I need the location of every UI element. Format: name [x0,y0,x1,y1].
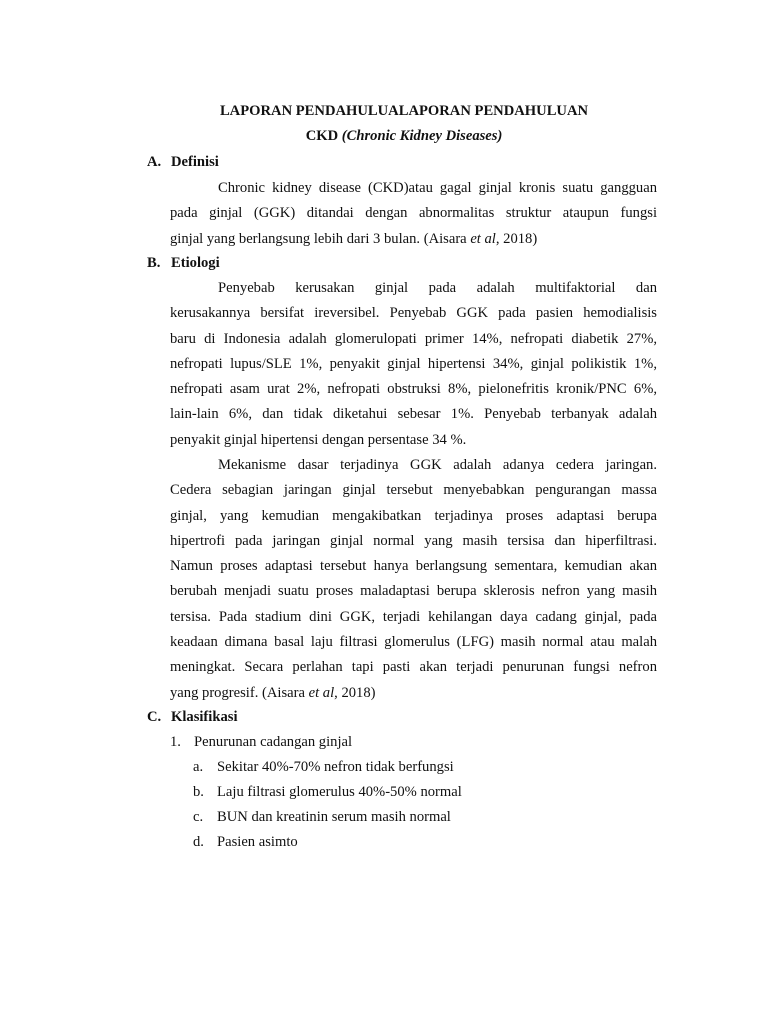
etiologi-p2-line-9: meningkat. Secara perlahan tapi pasti akan terjadi penurunan fungsi nefron [170,659,657,676]
etiologi-p2-line-3: ginjal, yang kemudian mengakibatkan terjadinya proses adaptasi berupa [170,507,657,524]
section-c-heading [147,709,238,726]
etiologi-paragraph-1 [170,276,657,453]
etiologi-p1-line-7: penyakit ginjal hipertensi dengan persentase 34 %. [170,431,467,448]
definisi-line-3-text: ginjal yang berlangsung lebih dari 3 bulan. (Aisara [170,230,471,247]
klasifikasi-sub-d [193,834,298,851]
definisi-line-2: pada ginjal (GGK) ditandai dengan abnormalitas struktur ataupun fungsi [170,205,657,222]
section-a-title: Definisi [171,154,219,170]
etiologi-p2-line-10 [170,681,657,706]
etiologi-p2-line-6: berubah menjadi suatu proses maladaptasi berupa sklerosis nefron yang masih [170,583,657,600]
section-a-heading [147,154,219,171]
etiologi-p2-line-5: Namun proses adaptasi tersebut hanya berlangsung sementara, kemudian akan [170,558,657,575]
sub-b-text: Laju filtrasi glomerulus 40%-50% normal [217,784,462,800]
definisi-paragraph [170,176,657,252]
definisi-line-3 [170,227,657,252]
etiologi-etal: et al [308,684,335,701]
definisi-year: , 2018) [495,230,538,247]
section-b-letter: B. [147,255,161,271]
klasifikasi-sub-c [193,809,451,826]
definisi-etal: et al [470,230,496,247]
section-b-heading [147,255,220,272]
etiologi-p1-line-3: baru di Indonesia adalah glomerulopati primer 14%, nefropati diabetik 27%, [170,330,657,347]
definisi-line-1: Chronic kidney disease (CKD)atau gagal ginjal kronis suatu gangguan [218,180,657,196]
sub-b-letter: b. [193,784,204,800]
klasifikasi-sub-b [193,784,462,801]
etiologi-p2-line-2: Cedera sebagian jaringan ginjal tersebut menyebabkan pengurangan massa [170,482,657,499]
etiologi-p2-line-7: tersisa. Pada stadium dini GGK, terjadi kehilangan daya cadang ginjal, pada [170,608,657,625]
item-1-text: Penurunan cadangan ginjal [194,734,353,750]
sub-a-letter: a. [193,759,204,775]
klasifikasi-sub-a [193,759,454,776]
document-subtitle [0,128,768,145]
sub-c-letter: c. [193,809,204,825]
etiologi-p1-line-1: Penyebab kerusakan ginjal pada adalah multifaktorial dan [218,280,657,296]
sub-d-letter: d. [193,834,204,850]
etiologi-p1-line-6: lain-lain 6%, dan tidak diketahui sebesar 1%. Penyebab terbanyak adalah [170,406,657,423]
subtitle-italic: (Chronic Kidney Diseases) [341,128,503,144]
sub-d-text: Pasien asimto [217,834,298,850]
etiologi-p1-line-2: kerusakannya bersifat ireversibel. Penyebab GGK pada pasien hemodialisis [170,305,657,322]
sub-c-text: BUN dan kreatinin serum masih normal [217,809,451,825]
etiologi-p1-line-4: nefropati lupus/SLE 1%, penyakit ginjal hipertensi 34%, ginjal polikistik 1%, [170,355,657,372]
etiologi-p1-line-5: nefropati asam urat 2%, nefropati obstruksi 8%, pielonefritis kronik/PNC 6%, [170,381,657,398]
section-b-title: Etiologi [171,255,220,271]
klasifikasi-item-1 [170,734,352,751]
item-1-number: 1. [170,734,181,750]
etiologi-p2-line-1: Mekanisme dasar terjadinya GGK adalah adanya cedera jaringan. [218,457,657,473]
etiologi-p2-line-8: keadaan dimana basal laju filtrasi glomerulus (LFG) masih normal atau malah [170,634,657,651]
etiologi-p2-line-10-text: yang progresif. (Aisara [170,684,309,701]
document-title: LAPORAN PENDAHULUALAPORAN PENDAHULUAN [219,103,589,119]
sub-a-text: Sekitar 40%-70% nefron tidak berfungsi [217,759,454,775]
section-c-title: Klasifikasi [171,709,238,725]
etiologi-p2-line-4: hipertrofi pada jaringan ginjal normal yang masih tersisa dan hiperfiltrasi. [170,532,657,549]
etiologi-paragraph-2 [170,453,657,706]
etiologi-year: , 2018) [334,684,376,701]
section-a-letter: A. [147,154,162,170]
section-c-letter: C. [147,709,162,725]
subtitle-prefix: CKD [305,128,342,144]
